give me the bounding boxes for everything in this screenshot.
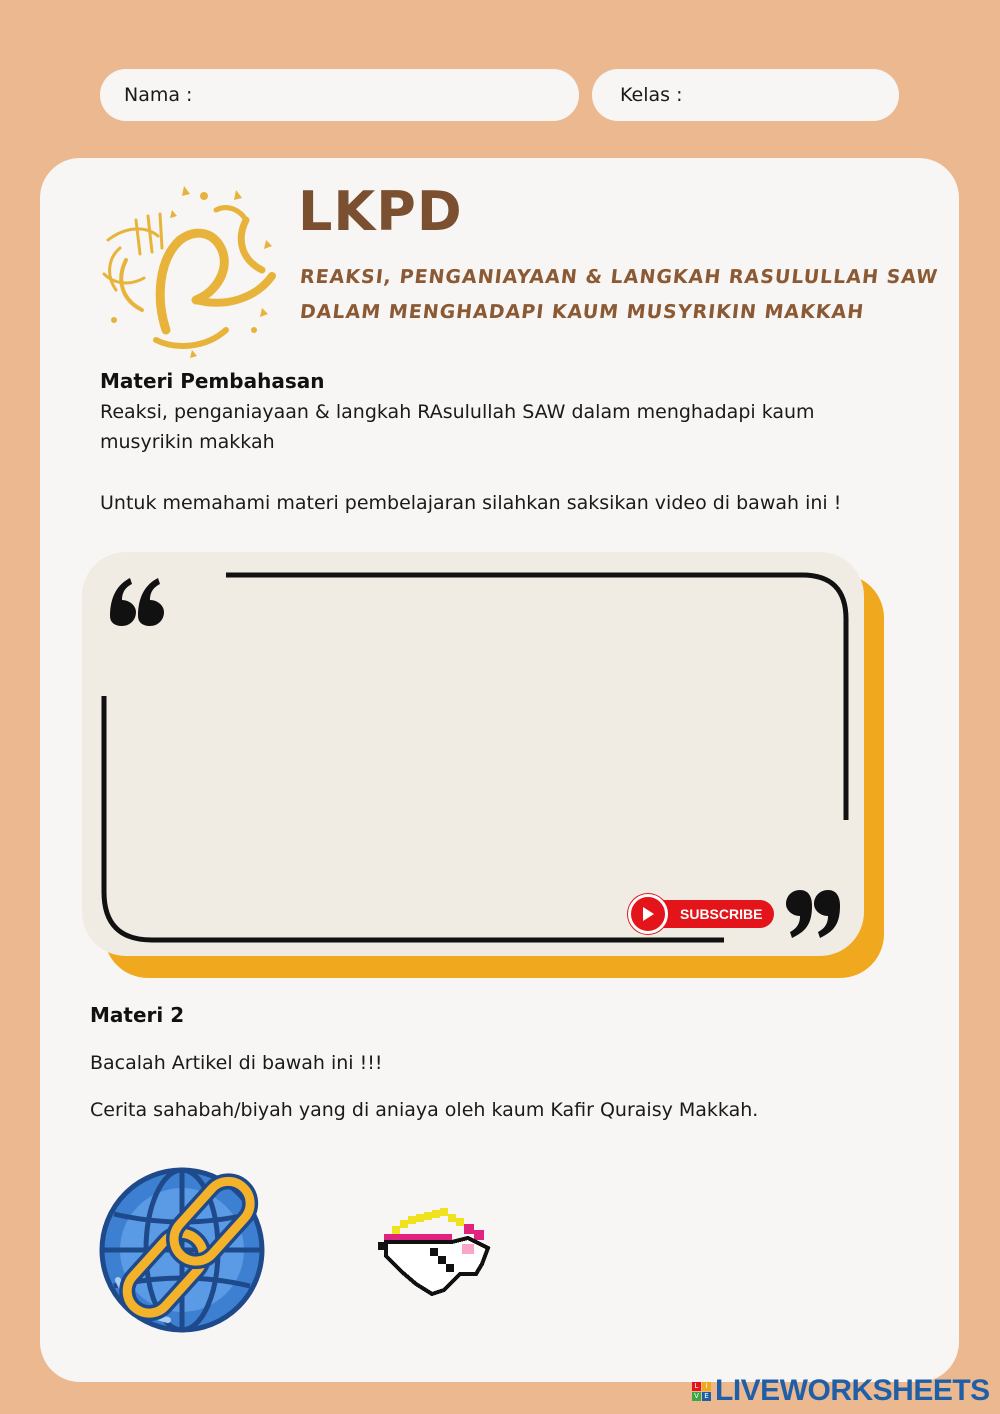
materi2-heading: Materi 2 <box>90 1003 185 1027</box>
kelas-label: Kelas : <box>620 84 683 106</box>
nama-field[interactable] <box>100 69 579 121</box>
kelas-field[interactable] <box>592 69 899 121</box>
globe-link-icon[interactable] <box>98 1160 274 1336</box>
subscribe-label: SUBSCRIBE <box>660 900 774 928</box>
liveworksheets-logo <box>692 1374 990 1408</box>
materi-heading: Materi Pembahasan <box>100 369 325 393</box>
open-quote-icon <box>110 578 164 626</box>
muhammad-calligraphy-icon <box>96 180 280 360</box>
materi-instruction: Untuk memahami materi pembelajaran silahkan saksikan video di bawah ini ! <box>100 492 842 514</box>
brand-mark-icon: L I V E <box>692 1382 711 1401</box>
nama-label: Nama : <box>124 84 193 106</box>
play-icon <box>628 894 668 934</box>
materi-description: Reaksi, penganiayaan & langkah RAsulullah SAW dalam menghadapi kaum musyrikin makkah <box>100 401 815 453</box>
subtitle-line-1: REAKSI, PENGANIAYAAN & LANGKAH RASULULLAH SAW <box>298 266 940 288</box>
brand-name: LIVEWORKSHEETS <box>715 1374 990 1407</box>
pixel-cursor-icon[interactable] <box>372 1208 502 1300</box>
page-title: LKPD <box>298 180 463 243</box>
materi2-description: Cerita sahabah/biyah yang di aniaya oleh kaum Kafir Quraisy Makkah. <box>90 1099 759 1121</box>
subscribe-button[interactable] <box>628 894 774 934</box>
close-quote-icon <box>786 890 840 938</box>
subtitle-line-2: DALAM MENGHADAPI KAUM MUSYRIKIN MAKKAH <box>298 301 866 323</box>
materi2-instruction: Bacalah Artikel di bawah ini !!! <box>90 1052 383 1074</box>
